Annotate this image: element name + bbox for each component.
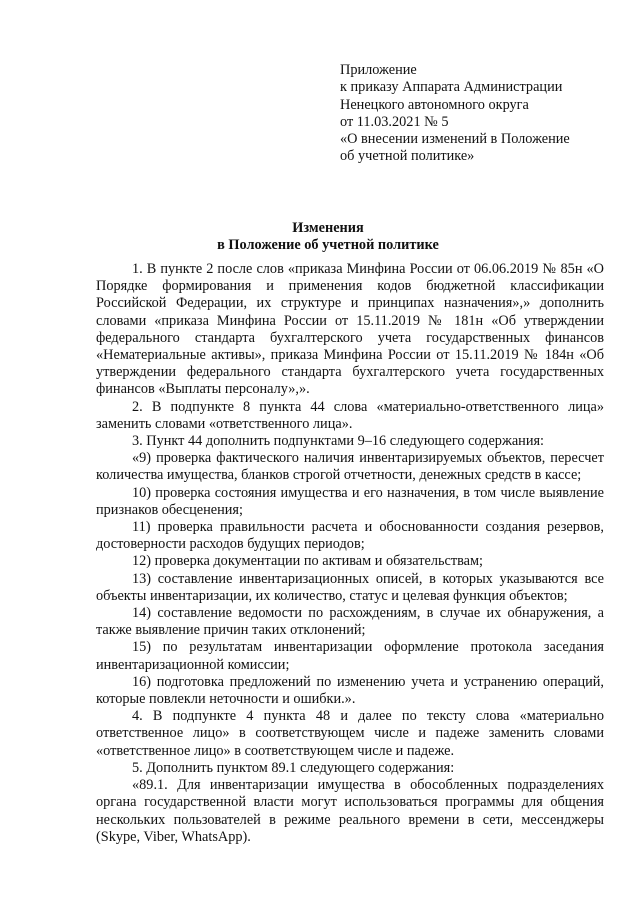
paragraph-5: 5. Дополнить пунктом 89.1 следующего содержания: — [132, 759, 455, 776]
document-title: Изменения — [292, 220, 364, 236]
paragraph-1: 1. В пункте 2 после слов «приказа Минфина России от 06.06.2019 № 85н «О Порядке формирования и применения кодов бюджетной классификации Российской Федерации, их структуре и принципах назначения»,» дополнить словами «приказа Минфина России от 15.11.2019 № 181н «Об утверждении федерального стандарта бухгалтерского учета государственных финансов «Нематериальные активы», приказа Минфина России от 15.11.2019 № 184н «Об утверждении федерального стандарта бухгалтерского учета государственных финансов «Выплаты персоналу»,». — [96, 261, 604, 398]
subitem-15: 15) по результатам инвентаризации оформление протокола заседания инвентаризационной комиссии; — [96, 639, 604, 673]
appendix-line: Ненецкого автономного округа — [340, 96, 529, 113]
subitem-11: 11) проверка правильности расчета и обоснованности создания резервов, достоверности расходов будущих периодов; — [96, 519, 604, 553]
paragraph-4: 4. В подпункте 4 пункта 48 и далее по тексту слова «материально ответственное лицо» в соответствующем числе и падеже заменить словами «ответственное лицо» в соответствующем числе и падеже. — [96, 708, 604, 759]
appendix-line: об учетной политике» — [340, 148, 475, 165]
appendix-line: к приказу Аппарата Администрации — [340, 79, 563, 96]
document-subtitle: в Положение об учетной политике — [217, 237, 439, 253]
appendix-line: «О внесении изменений в Положение — [340, 131, 570, 148]
appendix-header — [340, 62, 630, 166]
subitem-9: «9) проверка фактического наличия инвентаризируемых объектов, пересчет количества имущества, бланков строгой отчетности, денежных средств в кассе; — [96, 450, 604, 484]
appendix-line: Приложение — [340, 62, 417, 78]
subitem-10: 10) проверка состояния имущества и его назначения, в том числе выявление признаков обесценения; — [96, 484, 604, 518]
subitem-16: 16) подготовка предложений по изменению учета и устранению операций, которые повлекли неточности и ошибки.». — [96, 673, 604, 708]
subitem-14: 14) составление ведомости по расхождениям, в случае их обнаружения, а также выявление причин таких отклонений; — [96, 605, 604, 639]
subitem-13: 13) составление инвентаризационных описей, в которых указываются все объекты инвентаризации, их количество, статус и целевая функция объектов; — [96, 570, 604, 604]
document-body — [96, 261, 604, 846]
paragraph-2: 2. В подпункте 8 пункта 44 слова «материально-ответственного лица» заменить словами «ответственного лица». — [96, 398, 604, 432]
subitem-12: 12) проверка документации по активам и обязательствам; — [132, 553, 484, 570]
paragraph-3: 3. Пункт 44 дополнить подпунктами 9–16 следующего содержания: — [132, 433, 545, 450]
item-89-1: «89.1. Для инвентаризации имущества в обособленных подразделениях органа государственной власти могут использоваться программы для общения нескольких пользователей в режиме реального времени в сети, мессенджеры (Skype, Viber, WhatsApp). — [96, 777, 604, 845]
appendix-line: от 11.03.2021 № 5 — [340, 113, 449, 130]
